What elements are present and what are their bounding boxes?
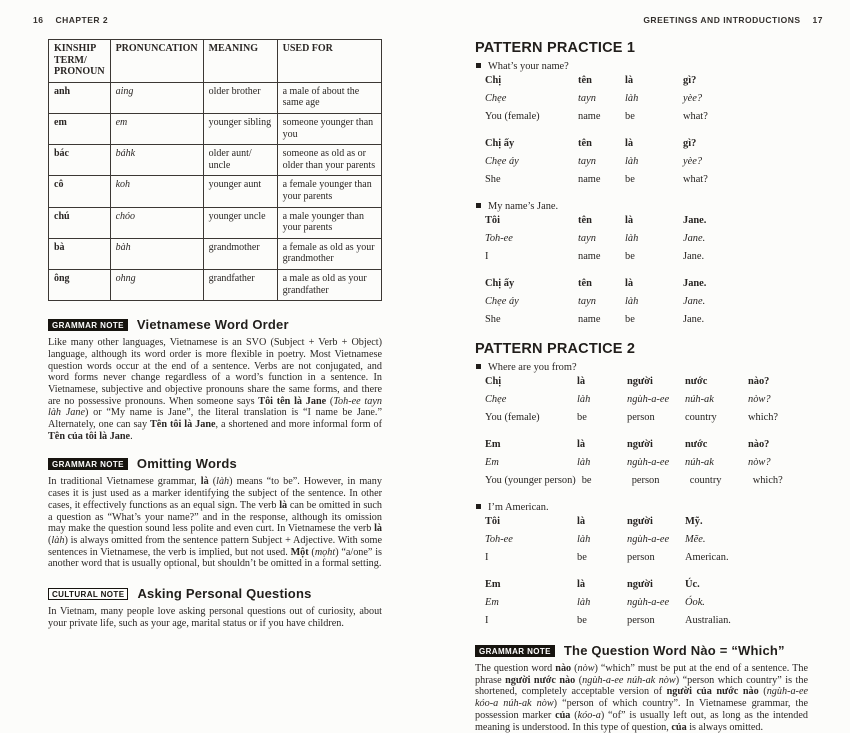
pattern-cell: là bbox=[625, 75, 634, 86]
pattern-cell: nòw? bbox=[748, 457, 771, 468]
kinship-term-cell: ông bbox=[49, 269, 111, 300]
pattern-group bbox=[475, 61, 823, 192]
kinship-table-row bbox=[49, 145, 382, 176]
pattern-group bbox=[475, 502, 823, 633]
pattern-row-vietnamese bbox=[485, 579, 823, 597]
pattern-cell: là bbox=[577, 376, 586, 387]
pattern-cell: là bbox=[625, 138, 634, 149]
pronunciation-cell: bàh bbox=[110, 238, 203, 269]
kinship-pronoun-table bbox=[48, 39, 382, 301]
pronunciation-cell: koh bbox=[110, 176, 203, 207]
pattern-row-english bbox=[485, 615, 823, 633]
bullet-square-icon bbox=[476, 63, 481, 68]
pattern-cell: person bbox=[627, 615, 655, 626]
grammar-note-omitting-words bbox=[48, 455, 382, 570]
pattern-cell: người bbox=[627, 516, 653, 527]
pattern-cell: Toh-ee bbox=[485, 534, 513, 545]
meaning-cell: grandmother bbox=[203, 238, 277, 269]
pronunciation-cell: chóo bbox=[110, 207, 203, 238]
kinship-table-row bbox=[49, 269, 382, 300]
pattern-cell: tayn bbox=[578, 93, 596, 104]
pattern-cell: Mỹ. bbox=[685, 516, 703, 527]
pattern-block bbox=[485, 75, 823, 129]
pattern-cell: nòw? bbox=[748, 394, 771, 405]
pattern-cell: là bbox=[625, 278, 634, 289]
pronunciation-cell: em bbox=[110, 113, 203, 144]
pattern-cell: người bbox=[627, 439, 653, 450]
pattern-prompt bbox=[475, 201, 823, 212]
pattern-cell: nước bbox=[685, 376, 708, 387]
text-run: của bbox=[555, 709, 571, 721]
pattern-row-english bbox=[485, 552, 823, 570]
note-title: Omitting Words bbox=[136, 456, 237, 472]
column-header-meaning-cell: MEANING bbox=[203, 40, 277, 83]
grammar-note-badge: GRAMMAR NOTE bbox=[48, 319, 128, 332]
text-run: Like many other languages, Vietnamese is an SVO (Subject + Verb + Object) language, although its word order is more flexible in poetry. Most Vietnamese question words occur at the end of a sentence. Verbs are not conjugated, and word forms never change regardless of a word’s function in a sentence. In Vietnamese, subjective and objective pronouns share the same forms, and there are no possessive pronouns. When someone says bbox=[48, 337, 382, 407]
pattern-row-english bbox=[485, 412, 823, 430]
text-run: ( bbox=[326, 395, 334, 407]
pattern-row-pronunciation bbox=[485, 597, 823, 615]
note-title: Vietnamese Word Order bbox=[136, 317, 289, 333]
pattern-row-vietnamese bbox=[485, 138, 823, 156]
pattern-cell: tên bbox=[578, 215, 592, 226]
used-for-cell: someone as old as or older than your parents bbox=[277, 145, 381, 176]
pattern-cell: Chị ấy bbox=[485, 278, 515, 289]
chapter-label: CHAPTER 2 bbox=[55, 15, 109, 25]
meaning-cell: grandfather bbox=[203, 269, 277, 300]
grammar-note-word-order bbox=[48, 316, 382, 442]
text-run: nào bbox=[555, 663, 572, 674]
pattern-row-pronunciation bbox=[485, 233, 823, 251]
meaning-cell: older brother bbox=[203, 82, 277, 113]
kinship-table-row bbox=[49, 207, 382, 238]
pattern-cell: Toh-ee bbox=[485, 233, 513, 244]
pattern-cell: làh bbox=[577, 597, 591, 608]
pattern-cell: là bbox=[577, 516, 586, 527]
running-head-left bbox=[33, 15, 390, 27]
text-run: ( bbox=[570, 709, 578, 721]
pattern-cell: You (female) bbox=[485, 111, 540, 122]
text-run: của bbox=[671, 721, 687, 733]
text-run: kóo-a bbox=[577, 709, 601, 721]
text-run: ) is always omitted from the sentence pattern Subject + Adjective. With some sentences in Vietnamese, the verb is implied, but not used. bbox=[48, 534, 382, 558]
pattern-cell: nước bbox=[685, 439, 708, 450]
text-run: ngùh-a-ee kóo-a núh-ak nòw bbox=[475, 686, 808, 710]
pattern-row-english bbox=[485, 314, 823, 332]
pattern-cell: núh-ak bbox=[685, 394, 714, 405]
pattern-row-pronunciation bbox=[485, 93, 823, 111]
pattern-cell: yèe? bbox=[683, 93, 703, 104]
text-run: Toh-ee tayn làh Jane bbox=[48, 395, 382, 419]
pattern-group bbox=[475, 201, 823, 332]
pattern-cell: person bbox=[627, 412, 655, 423]
book-page-left bbox=[33, 15, 390, 629]
pattern-row-vietnamese bbox=[485, 215, 823, 233]
pattern-cell: name bbox=[578, 251, 601, 262]
pattern-cell: Chẹe bbox=[485, 394, 507, 405]
text-run: làh bbox=[51, 534, 65, 546]
pattern-cell: You (female) bbox=[485, 412, 540, 423]
pattern-block bbox=[485, 138, 823, 192]
pattern-practice-1-section bbox=[475, 40, 823, 332]
pattern-cell: name bbox=[578, 314, 601, 325]
pattern-block bbox=[485, 579, 823, 633]
pattern-cell: name bbox=[578, 174, 601, 185]
pattern-cell: Chẹe áy bbox=[485, 296, 519, 307]
text-run: ngùh-a-ee núh-ak nòw bbox=[582, 674, 676, 686]
pattern-cell: làh bbox=[577, 534, 591, 545]
kinship-table-row bbox=[49, 113, 382, 144]
note-heading bbox=[48, 455, 382, 473]
kinship-table-row bbox=[49, 176, 382, 207]
pattern-row-vietnamese bbox=[485, 75, 823, 93]
pattern-block bbox=[485, 516, 823, 570]
meaning-cell: younger sibling bbox=[203, 113, 277, 144]
pattern-cell: country bbox=[685, 412, 717, 423]
used-for-cell: a male as old as your grandfather bbox=[277, 269, 381, 300]
pattern-cell: là bbox=[577, 579, 586, 590]
note-title: The Question Word Nào = “Which” bbox=[563, 643, 785, 658]
pattern-cell: Jane. bbox=[683, 278, 707, 289]
text-run: ) or “My name is Jane”, the literal translation is “I name be Jane.” Alternately, one can say bbox=[48, 407, 383, 431]
used-for-cell: a female as old as your grandmother bbox=[277, 238, 381, 269]
pattern-row-pronunciation bbox=[485, 296, 823, 314]
section-title-label: GREETINGS AND INTRODUCTIONS bbox=[643, 15, 801, 25]
pattern-cell: người bbox=[627, 376, 653, 387]
text-run: làh bbox=[216, 476, 230, 488]
note-body-text bbox=[48, 476, 382, 570]
pattern-cell: tayn bbox=[578, 156, 596, 167]
pattern-cell: name bbox=[578, 111, 601, 122]
pattern-cell: tayn bbox=[578, 233, 596, 244]
pattern-row-pronunciation bbox=[485, 156, 823, 174]
pattern-prompt bbox=[475, 362, 823, 373]
kinship-term-cell: anh bbox=[49, 82, 111, 113]
pattern-cell: be bbox=[625, 111, 635, 122]
pattern-cell: người bbox=[627, 579, 653, 590]
pattern-cell: làh bbox=[577, 394, 591, 405]
pattern-cell: Jane. bbox=[683, 314, 705, 325]
pattern-cell: American. bbox=[685, 552, 729, 563]
bullet-square-icon bbox=[476, 203, 481, 208]
note-heading bbox=[48, 316, 382, 334]
text-run: , a shortened and more informal form of bbox=[215, 419, 382, 431]
pattern-row-vietnamese bbox=[485, 278, 823, 296]
pattern-cell: what? bbox=[683, 111, 708, 122]
note-title: Asking Personal Questions bbox=[137, 586, 312, 602]
text-run: ) “a/one” is another word that is usually optional, but shouldn’t be omitted in a formal setting. bbox=[48, 546, 382, 570]
pattern-row-english bbox=[485, 174, 823, 192]
pattern-cell: làh bbox=[625, 233, 639, 244]
text-run: ) means “to be”. However, in many cases it is just used as a marker identifying the subject of the sentence. In other cases, it effectively functions as an equal sign. The verb bbox=[48, 476, 382, 511]
text-run: Một bbox=[290, 546, 309, 558]
pattern-block bbox=[485, 278, 823, 332]
pattern-cell: I bbox=[485, 615, 489, 626]
pattern-row-english bbox=[485, 475, 823, 493]
pattern-cell: làh bbox=[625, 156, 639, 167]
text-run: ) “which” must be put at the end of a sentence. The phrase bbox=[475, 663, 808, 686]
text-run: ( bbox=[758, 686, 767, 698]
text-run: . bbox=[130, 430, 133, 442]
meaning-cell: older aunt/ uncle bbox=[203, 145, 277, 176]
bullet-square-icon bbox=[476, 504, 481, 509]
pronunciation-cell: báhk bbox=[110, 145, 203, 176]
pattern-cell: Mẽe. bbox=[685, 534, 706, 545]
page-number-left: 16 bbox=[33, 15, 44, 25]
pattern-cell: Jane. bbox=[683, 215, 707, 226]
kinship-table-row bbox=[49, 82, 382, 113]
pattern-cell: gì? bbox=[683, 75, 697, 86]
text-run: can be omitted in such a question as “What’s your name?” and in the response, although its omission may make the question sound less polite and even curt. In Vietnamese the verb bbox=[48, 499, 382, 535]
book-page-right bbox=[475, 15, 823, 733]
kinship-term-cell: bà bbox=[49, 238, 111, 269]
pattern-cell: làh bbox=[577, 457, 591, 468]
text-run: The question word bbox=[475, 663, 556, 674]
pattern-cell: be bbox=[581, 475, 592, 486]
pattern-cell: person bbox=[627, 552, 655, 563]
text-run: In Vietnam, many people love asking personal questions out of curiosity, about your private life, such as your age, marital status or if you have children. bbox=[48, 606, 382, 629]
text-run: Tên tôi là Jane bbox=[150, 419, 216, 431]
column-header-pronunciation-cell: PRONUNCATION bbox=[110, 40, 203, 83]
pattern-block bbox=[485, 215, 823, 269]
pattern-cell: ngùh-a-ee bbox=[627, 534, 670, 545]
pattern-cell: nào? bbox=[748, 376, 770, 387]
text-run: ( bbox=[308, 546, 315, 558]
pattern-cell: Jane. bbox=[683, 251, 705, 262]
text-run: nòw bbox=[577, 663, 595, 674]
kinship-table-header-row bbox=[49, 40, 382, 83]
pattern-cell: She bbox=[485, 314, 501, 325]
pattern-cell: là bbox=[625, 215, 634, 226]
kinship-term-cell: bác bbox=[49, 145, 111, 176]
pattern-cell: be bbox=[577, 412, 587, 423]
text-run: Tôi tên là Jane bbox=[258, 395, 327, 407]
pattern-cell: Úc. bbox=[685, 579, 700, 590]
pattern-row-vietnamese bbox=[485, 439, 823, 457]
cultural-note-badge: CULTURAL NOTE bbox=[48, 588, 128, 600]
kinship-term-cell: em bbox=[49, 113, 111, 144]
text-run: ( bbox=[48, 534, 52, 546]
pattern-cell: be bbox=[577, 552, 587, 563]
used-for-cell: someone younger than you bbox=[277, 113, 381, 144]
note-heading bbox=[475, 642, 808, 660]
pattern-cell: You (younger person) bbox=[485, 475, 576, 486]
pattern-cell: Jane. bbox=[683, 296, 706, 307]
used-for-cell: a male younger than your parents bbox=[277, 207, 381, 238]
pattern-cell: Chị bbox=[485, 376, 502, 387]
pattern-cell: Jane. bbox=[683, 233, 706, 244]
used-for-cell: a male of about the same age bbox=[277, 82, 381, 113]
pattern-cell: Óok. bbox=[685, 597, 705, 608]
pattern-cell: Em bbox=[485, 579, 501, 590]
pattern-cell: Tôi bbox=[485, 215, 501, 226]
pattern-cell: Chẹe áy bbox=[485, 156, 519, 167]
grammar-note-question-word-nao bbox=[475, 642, 808, 733]
pattern-cell: which? bbox=[752, 475, 783, 486]
text-run: người nước nào bbox=[505, 674, 576, 686]
pattern-cell: Em bbox=[485, 439, 501, 450]
meaning-cell: younger aunt bbox=[203, 176, 277, 207]
pattern-row-english bbox=[485, 251, 823, 269]
text-run: là bbox=[200, 476, 209, 488]
pattern-prompt bbox=[475, 61, 823, 72]
text-run: ) “person which country” is the shortened, completely acceptable version of bbox=[475, 674, 809, 698]
pattern-cell: tên bbox=[578, 138, 592, 149]
text-run: ) “person of which country”. In Vietnamese grammar, the possession marker bbox=[475, 698, 809, 721]
pattern-cell: Em bbox=[485, 457, 499, 468]
kinship-table-row bbox=[49, 238, 382, 269]
kinship-table-body bbox=[49, 82, 382, 300]
pattern-cell: Tôi bbox=[485, 516, 501, 527]
pattern-cell: Chẹe bbox=[485, 93, 507, 104]
text-run: người của nước nào bbox=[666, 686, 759, 698]
pattern-practice-2-section bbox=[475, 341, 823, 633]
pattern-practice-title: PATTERN PRACTICE 2 bbox=[475, 341, 636, 357]
running-head-right bbox=[475, 15, 823, 27]
pattern-cell: nào? bbox=[748, 439, 770, 450]
text-run: ( bbox=[571, 663, 578, 674]
pattern-cell: be bbox=[577, 615, 587, 626]
pattern-cell: She bbox=[485, 174, 501, 185]
pattern-cell: I bbox=[485, 251, 489, 262]
grammar-note-badge: GRAMMAR NOTE bbox=[475, 645, 555, 658]
text-run: mọht bbox=[314, 546, 336, 558]
pattern-cell: làh bbox=[625, 296, 639, 307]
pattern-row-pronunciation bbox=[485, 394, 823, 412]
pattern-row-pronunciation bbox=[485, 534, 823, 552]
pattern-prompt bbox=[475, 502, 823, 513]
pattern-cell: what? bbox=[683, 174, 708, 185]
cultural-note-personal-questions bbox=[48, 585, 382, 629]
pattern-cell: which? bbox=[748, 412, 779, 423]
pattern-cell: ngùh-a-ee bbox=[627, 394, 670, 405]
note-body-text bbox=[48, 606, 382, 629]
pattern-block bbox=[485, 376, 823, 430]
kinship-term-cell: chú bbox=[49, 207, 111, 238]
pattern-cell: là bbox=[577, 439, 586, 450]
pattern-prompt-text: What’s your name? bbox=[488, 61, 569, 72]
pattern-row-vietnamese bbox=[485, 376, 823, 394]
used-for-cell: a female younger than your parents bbox=[277, 176, 381, 207]
pattern-row-pronunciation bbox=[485, 457, 823, 475]
pattern-prompt-text: I’m American. bbox=[488, 502, 549, 513]
pattern-cell: country bbox=[689, 475, 722, 486]
pattern-cell: person bbox=[631, 475, 660, 486]
text-run: is always omitted. bbox=[686, 721, 764, 733]
grammar-note-badge: GRAMMAR NOTE bbox=[48, 458, 128, 471]
page-number-right: 17 bbox=[812, 15, 823, 25]
pattern-cell: Chị ấy bbox=[485, 138, 515, 149]
pronunciation-cell: aing bbox=[110, 82, 203, 113]
pattern-row-english bbox=[485, 111, 823, 129]
pattern-cell: I bbox=[485, 552, 489, 563]
text-run: ) “of” is usually left out, as long as the intended meaning is understood. In this type of question, bbox=[475, 709, 808, 733]
pattern-group bbox=[475, 362, 823, 493]
note-body-text bbox=[48, 337, 382, 442]
text-run: ( bbox=[208, 476, 217, 488]
pattern-cell: tên bbox=[578, 75, 592, 86]
bullet-square-icon bbox=[476, 364, 481, 369]
pattern-cell: ngùh-a-ee bbox=[627, 597, 670, 608]
meaning-cell: younger uncle bbox=[203, 207, 277, 238]
pattern-row-vietnamese bbox=[485, 516, 823, 534]
text-run: ( bbox=[575, 674, 583, 686]
pattern-practice-title: PATTERN PRACTICE 1 bbox=[475, 40, 636, 56]
pattern-prompt-text: My name’s Jane. bbox=[488, 201, 559, 212]
text-run: là bbox=[279, 499, 288, 511]
text-run: là bbox=[374, 523, 382, 535]
text-run: In traditional Vietnamese grammar, bbox=[48, 476, 201, 488]
pattern-cell: tayn bbox=[578, 296, 596, 307]
pattern-cell: be bbox=[625, 251, 635, 262]
pattern-prompt-text: Where are you from? bbox=[488, 362, 577, 373]
pattern-cell: Chị bbox=[485, 75, 502, 86]
pattern-block bbox=[485, 439, 823, 493]
text-run: Tên của tôi là Jane bbox=[48, 430, 131, 442]
pattern-cell: tên bbox=[578, 278, 592, 289]
pattern-cell: núh-ak bbox=[685, 457, 714, 468]
pattern-cell: Em bbox=[485, 597, 499, 608]
column-header-kinship-term-cell: KINSHIP TERM/ PRONOUN bbox=[49, 40, 111, 83]
pattern-cell: gì? bbox=[683, 138, 697, 149]
pattern-cell: ngùh-a-ee bbox=[627, 457, 670, 468]
column-header-used-for-cell: USED FOR bbox=[277, 40, 381, 83]
pattern-cell: làh bbox=[625, 93, 639, 104]
pattern-cell: be bbox=[625, 314, 635, 325]
pronunciation-cell: ohng bbox=[110, 269, 203, 300]
note-heading bbox=[48, 585, 382, 603]
note-body-text bbox=[475, 663, 808, 733]
pattern-cell: yèe? bbox=[683, 156, 703, 167]
pattern-cell: be bbox=[625, 174, 635, 185]
kinship-term-cell: cô bbox=[49, 176, 111, 207]
pattern-cell: Australian. bbox=[685, 615, 731, 626]
